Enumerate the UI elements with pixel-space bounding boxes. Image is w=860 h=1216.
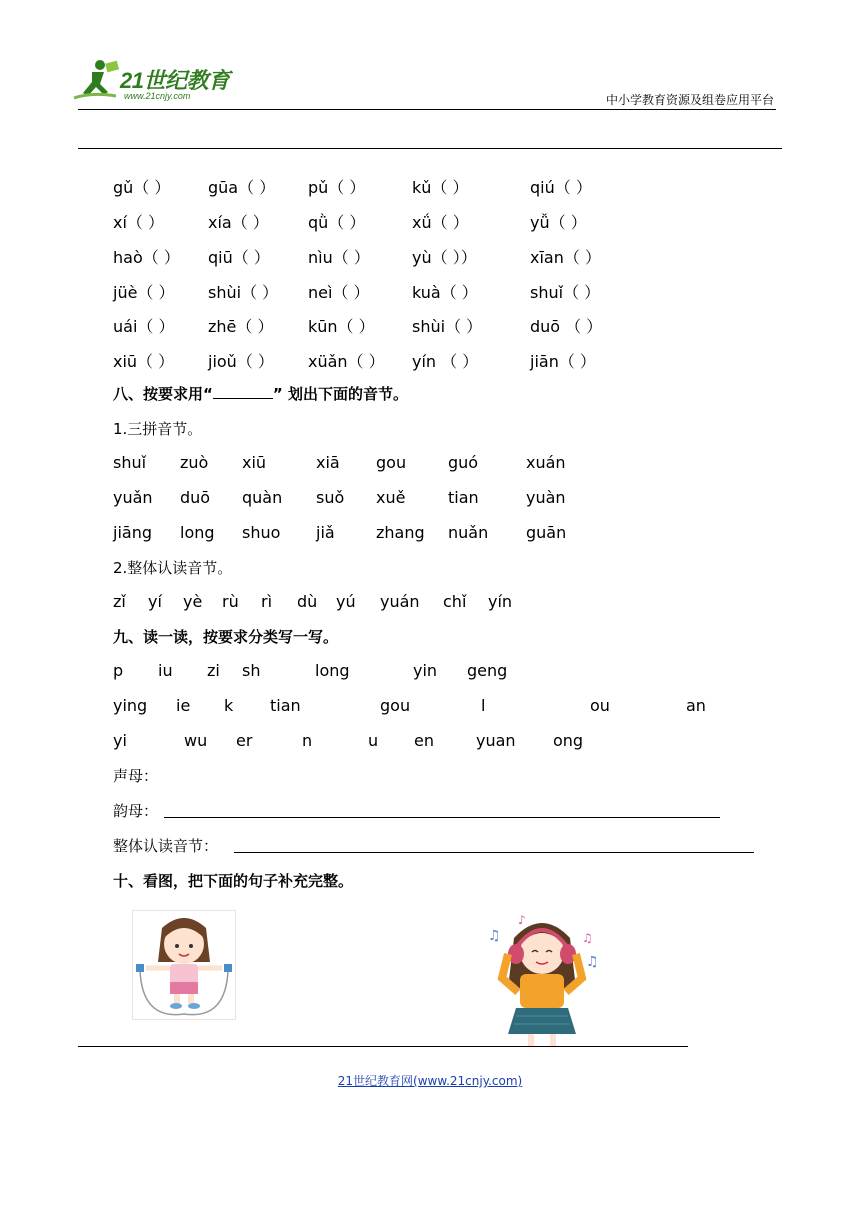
svg-text:♫: ♫: [488, 928, 501, 944]
syllable-item[interactable]: yín: [488, 592, 513, 611]
logo-text: 21世纪教育: [120, 68, 230, 93]
syllable-item[interactable]: jiāng: [113, 523, 152, 542]
header-divider-lower: [78, 148, 782, 149]
pinyin-grid-cell[interactable]: xiū（ ）: [113, 352, 175, 371]
label-zhengti: 整体认读音节：: [113, 837, 219, 855]
pinyin-grid-cell[interactable]: yín （ ）: [412, 352, 479, 371]
phonetic-item: u: [368, 731, 379, 750]
runner-logo-icon: [72, 58, 120, 102]
logo-subtext: www.21cnjy.com: [124, 91, 191, 101]
pinyin-grid-cell[interactable]: uái（ ）: [113, 317, 175, 336]
syllable-item[interactable]: yuán: [380, 592, 420, 611]
pinyin-grid-cell[interactable]: gǔ（ ）: [113, 178, 171, 197]
syllable-item[interactable]: suǒ: [316, 488, 345, 507]
phonetic-item: ou: [590, 696, 610, 715]
pinyin-grid-cell[interactable]: gūa（ ）: [208, 178, 276, 197]
syllable-item[interactable]: xuě: [376, 488, 406, 507]
pinyin-grid-cell[interactable]: duō （ ）: [530, 317, 603, 336]
underline-sample: [213, 384, 273, 399]
section9-title: 九、读一读，按要求分类写一写。: [113, 628, 339, 646]
footer-link[interactable]: 21世纪教育网(www.21cnjy.com): [337, 1074, 523, 1088]
syllable-item[interactable]: quàn: [242, 488, 283, 507]
section8-title-post: ” 划出下面的音节。: [272, 385, 408, 403]
section10-answer-line[interactable]: [78, 1046, 688, 1047]
section10-title: 十、看图，把下面的句子补充完整。: [113, 872, 354, 890]
phonetic-item: n: [302, 731, 313, 750]
label-shengmu: 声母：: [113, 767, 159, 785]
syllable-item[interactable]: gou: [376, 453, 407, 472]
syllable-item[interactable]: dù: [297, 592, 318, 611]
zhengti-answer-line[interactable]: [234, 852, 754, 853]
syllable-item[interactable]: guó: [448, 453, 479, 472]
phonetic-item: ying: [113, 696, 148, 715]
svg-text:♪: ♪: [518, 913, 526, 927]
phonetic-item: tian: [270, 696, 301, 715]
syllable-item[interactable]: guān: [526, 523, 567, 542]
section8-title: [113, 383, 408, 404]
girl-headphones-image: [478, 908, 606, 1052]
pinyin-grid-cell[interactable]: xīan（ ）: [530, 248, 601, 267]
pinyin-grid-cell[interactable]: xüǎn（ ）: [308, 352, 385, 371]
pinyin-grid-cell[interactable]: jioǔ（ ）: [208, 352, 274, 371]
phonetic-item: iu: [158, 661, 173, 680]
pinyin-grid-cell[interactable]: yù（ ））: [412, 248, 477, 267]
syllable-item[interactable]: yú: [336, 592, 356, 611]
syllable-item[interactable]: xiā: [316, 453, 340, 472]
syllable-item[interactable]: nuǎn: [448, 523, 489, 542]
syllable-item[interactable]: tian: [448, 488, 479, 507]
girl-jump-rope-image: [132, 910, 236, 1020]
pinyin-grid-cell[interactable]: neì（ ）: [308, 283, 370, 302]
syllable-item[interactable]: yuàn: [526, 488, 566, 507]
phonetic-item: geng: [467, 661, 508, 680]
syllable-item[interactable]: rì: [261, 592, 273, 611]
phonetic-item: long: [315, 661, 350, 680]
syllable-item[interactable]: long: [180, 523, 215, 542]
phonetic-item: yin: [413, 661, 438, 680]
pinyin-grid-cell[interactable]: xí（ ）: [113, 213, 165, 232]
phonetic-item: yi: [113, 731, 127, 750]
syllable-item[interactable]: shuǐ: [113, 453, 147, 472]
label-yunmu: 韵母：: [113, 802, 159, 820]
platform-name: 中小学教育资源及组卷应用平台: [605, 93, 774, 107]
syllable-item[interactable]: yè: [183, 592, 203, 611]
syllable-item[interactable]: chǐ: [443, 592, 467, 611]
phonetic-item: ong: [553, 731, 584, 750]
phonetic-item: ie: [176, 696, 191, 715]
pinyin-grid-cell[interactable]: jiān（ ）: [530, 352, 596, 371]
phonetic-item: gou: [380, 696, 411, 715]
pinyin-grid-cell[interactable]: kūn（ ）: [308, 317, 375, 336]
pinyin-grid-cell[interactable]: shùi（ ）: [412, 317, 483, 336]
syllable-item[interactable]: yuǎn: [113, 488, 153, 507]
pinyin-grid-cell[interactable]: xía（ ）: [208, 213, 269, 232]
svg-text:♫: ♫: [582, 931, 593, 945]
pinyin-grid-cell[interactable]: zhē（ ）: [208, 317, 274, 336]
syllable-item[interactable]: yí: [148, 592, 162, 611]
pinyin-grid-cell[interactable]: shuǐ（ ）: [530, 283, 601, 302]
yunmu-answer-line[interactable]: [164, 817, 720, 818]
phonetic-item: zi: [207, 661, 220, 680]
pinyin-grid-cell[interactable]: shùi（ ）: [208, 283, 279, 302]
pinyin-grid-cell[interactable]: kuà（ ）: [412, 283, 478, 302]
syllable-item[interactable]: shuo: [242, 523, 281, 542]
phonetic-item: yuan: [476, 731, 516, 750]
syllable-item[interactable]: zhang: [376, 523, 425, 542]
section8-title-pre: 八、按要求用“: [113, 385, 213, 403]
header-divider: [78, 109, 776, 110]
syllable-item[interactable]: duō: [180, 488, 211, 507]
syllable-item[interactable]: jiǎ: [316, 523, 335, 542]
pinyin-grid-cell[interactable]: qiū（ ）: [208, 248, 270, 267]
site-logo: [72, 58, 242, 108]
phonetic-item: an: [686, 696, 706, 715]
svg-text:♫: ♫: [586, 954, 599, 970]
section8-sub1: 1.三拼音节。: [113, 420, 203, 438]
syllable-item[interactable]: zǐ: [113, 592, 126, 611]
phonetic-item: sh: [242, 661, 261, 680]
syllable-item[interactable]: rù: [222, 592, 239, 611]
pinyin-grid-cell[interactable]: kǔ（ ）: [412, 178, 469, 197]
pinyin-grid-cell[interactable]: haò（ ）: [113, 248, 180, 267]
phonetic-item: p: [113, 661, 124, 680]
phonetic-item: l: [481, 696, 486, 715]
syllable-item[interactable]: xuán: [526, 453, 566, 472]
phonetic-item: wu: [184, 731, 208, 750]
phonetic-item: er: [236, 731, 253, 750]
pinyin-grid-cell[interactable]: qǜ（ ）: [308, 213, 366, 232]
section8-sub2: 2.整体认读音节。: [113, 559, 233, 577]
syllable-item[interactable]: xiū: [242, 453, 267, 472]
pinyin-grid-cell[interactable]: xǘ（ ）: [412, 213, 469, 232]
pinyin-grid-cell[interactable]: yǚ（ ）: [530, 213, 587, 232]
phonetic-item: en: [414, 731, 434, 750]
phonetic-item: k: [224, 696, 234, 715]
pinyin-grid-cell[interactable]: nìu（ ）: [308, 248, 370, 267]
pinyin-grid-cell[interactable]: qiú（ ）: [530, 178, 592, 197]
syllable-item[interactable]: zuò: [180, 453, 209, 472]
pinyin-grid-cell[interactable]: pǔ（ ）: [308, 178, 366, 197]
pinyin-grid-cell[interactable]: jüè（ ）: [113, 283, 175, 302]
